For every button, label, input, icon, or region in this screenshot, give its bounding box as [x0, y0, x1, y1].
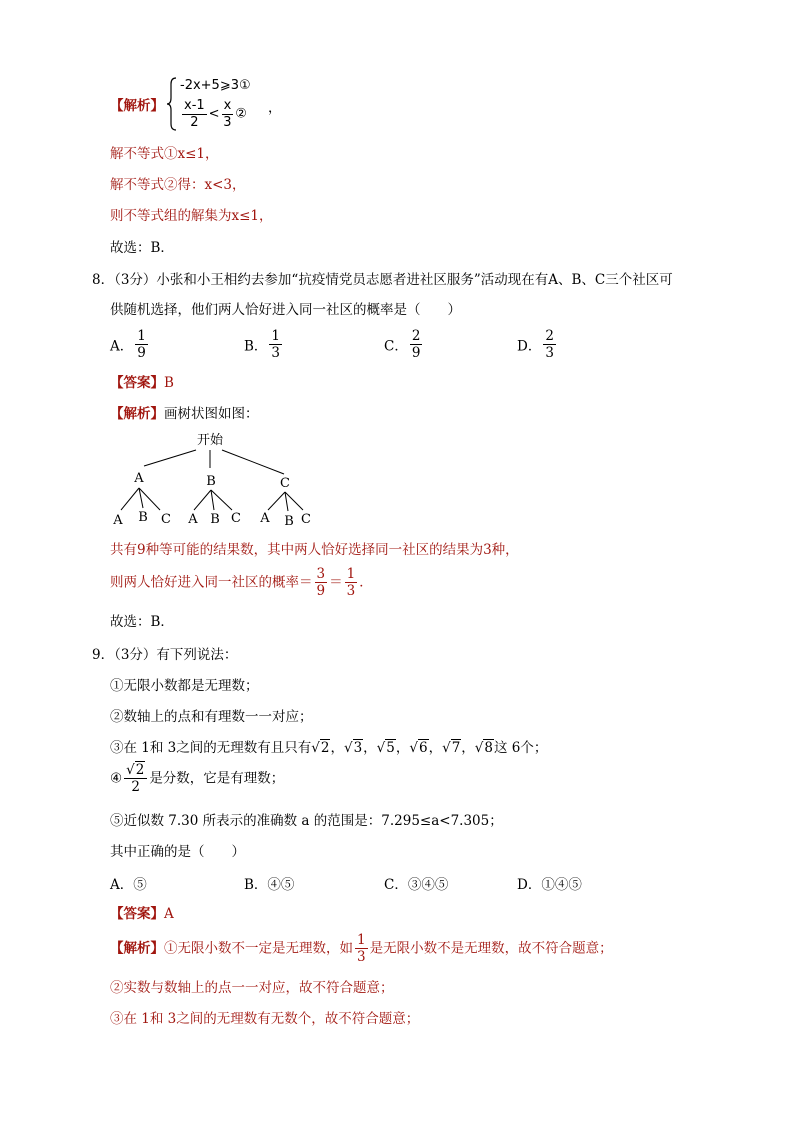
q9-jiexi-3: ③在 1和 3之间的无理数有无数个，故不符合题意；	[110, 1011, 420, 1027]
q8-probability-line: 则两人恰好进入同一社区的概率＝ $\frac{3}{9}$ ＝ $\frac{1}{3}$ ．	[110, 566, 373, 599]
tree-root: 开始	[196, 433, 224, 448]
tree-leaf: C	[161, 512, 171, 527]
sqrt-2: √2	[311, 740, 330, 756]
q7-step-2: 解不等式②得：x<3，	[110, 177, 246, 193]
q9-option-b: B．④⑤	[244, 877, 295, 893]
q7-choose: 故选：B．	[110, 240, 174, 256]
q8-option-a: A． $\frac{1}{9}$	[110, 328, 146, 361]
q9-option-a: A．⑤	[110, 877, 147, 893]
q9-statement-5: ⑤近似数 7.30 所表示的准确数 a 的范围是：7.295≤a<7.305；	[110, 813, 503, 829]
tree-leaf: A	[260, 511, 270, 526]
q7-step-3: 则不等式组的解集为x≤1，	[110, 208, 273, 224]
q8-option-d: D． $\frac{2}{3}$	[517, 328, 554, 361]
tree-diagram	[108, 430, 328, 530]
tree-leaf: C	[301, 512, 311, 527]
q9-answer: 【答案】A	[110, 906, 174, 922]
q9-options	[0, 873, 794, 895]
q9-jiexi-1: 【解析】①无限小数不一定是无理数，如 $\frac{1}{3}$ 是无限小数不是无理数，故不符合题意；	[110, 932, 613, 965]
q8-jiexi: 【解析】画树状图如图：	[110, 406, 259, 422]
tree-leaf: C	[231, 511, 241, 526]
q9-stem: 9．（3分）有下列说法：	[92, 647, 238, 663]
q7-ineq-2: $\frac{x-1}{2}$ < $\frac{x}{3}$ ②	[184, 98, 247, 130]
q8-option-b: B． $\frac{1}{3}$	[244, 328, 281, 361]
q9-jiexi-2: ②实数与数轴上的点一一对应，故不符合题意；	[110, 980, 394, 996]
tree-node-b: B	[206, 474, 216, 489]
sqrt-3: √3	[343, 740, 363, 756]
q8-options	[0, 328, 794, 366]
q9-ask: 其中正确的是（ ）	[110, 844, 245, 860]
q8-option-c: C． $\frac{2}{9}$	[384, 328, 421, 361]
q9-statement-4: ④ $\frac{√2}{2}$ 是分数，它是有理数；	[110, 762, 285, 795]
sqrt-8: √8	[474, 740, 493, 756]
tree-leaf: B	[210, 512, 220, 527]
q9-statement-1: ①无限小数都是无理数；	[110, 678, 259, 694]
q9-statement-2: ②数轴上的点和有理数一一对应；	[110, 709, 313, 725]
sqrt-5: √5	[376, 740, 395, 756]
tree-leaf: A	[113, 513, 123, 528]
q9-statement-3: ③在 1和 3之间的无理数有且只有√2，√3，√5，√6，√7，√8这 6个；	[110, 740, 548, 756]
q8-choose: 故选：B．	[110, 614, 174, 630]
q8-answer: 【答案】B	[110, 375, 174, 391]
q7-jiexi-tag: 【解析】	[110, 98, 164, 114]
sqrt-6: √6	[409, 740, 428, 756]
tree-leaf: A	[188, 512, 198, 527]
q8-stem-2: 供随机选择，他们两人恰好进入同一社区的概率是（ ）	[110, 302, 461, 318]
q8-stem-1: 8．（3分）小张和小王相约去参加“抗疫情党员志愿者进社区服务”活动现在有A、B、C三个社区可	[92, 272, 673, 288]
q7-ineq-1: -2x+5⩾3①	[180, 78, 251, 93]
tree-node-a: A	[134, 471, 144, 486]
q7-step-1: 解不等式①x≤1，	[110, 146, 219, 162]
q9-option-c: C．③④⑤	[384, 877, 449, 893]
q8-result-line: 共有9种等可能的结果数，其中两人恰好选择同一社区的结果为3种，	[110, 542, 519, 558]
q9-option-d: D．①④⑤	[517, 877, 582, 893]
left-brace-icon	[166, 76, 178, 132]
sqrt-7: √7	[442, 740, 461, 756]
tree-leaf: B	[284, 514, 294, 529]
tree-leaf: B	[138, 510, 148, 525]
tree-node-c: C	[280, 476, 290, 491]
